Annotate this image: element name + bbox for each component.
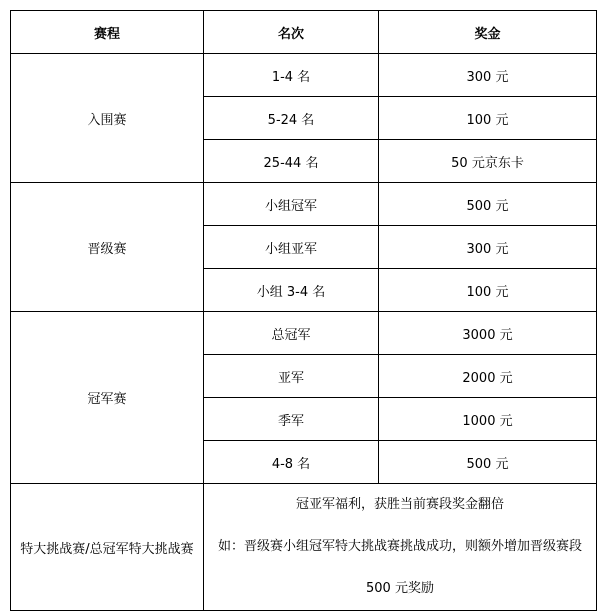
stage-name-qualifier: 入围赛: [11, 54, 204, 183]
challenge-note-line: 500 元奖励: [366, 581, 434, 596]
prize-cell: 100 元: [379, 97, 597, 140]
table-row: [11, 312, 597, 355]
header-rank: 名次: [204, 11, 379, 54]
rank-cell: 1-4 名: [204, 54, 379, 97]
header-prize: 奖金: [379, 11, 597, 54]
table-row: [11, 183, 597, 226]
prize-cell: 300 元: [379, 54, 597, 97]
prize-cell: 500 元: [379, 183, 597, 226]
header-row: [11, 11, 597, 54]
challenge-note: [204, 484, 597, 611]
rank-cell: 25-44 名: [204, 140, 379, 183]
stage-name-championship: 冠军赛: [11, 312, 204, 484]
challenge-name: 特大挑战赛/总冠军特大挑战赛: [11, 484, 204, 611]
prize-cell: 100 元: [379, 269, 597, 312]
prize-cell: 500 元: [379, 441, 597, 484]
rank-cell: 亚军: [204, 355, 379, 398]
table-row: [11, 54, 597, 97]
challenge-note-line: 冠亚军福利，获胜当前赛段奖金翻倍: [295, 497, 504, 512]
prize-table: [10, 10, 597, 611]
prize-cell: 50 元京东卡: [379, 140, 597, 183]
prize-cell: 2000 元: [379, 355, 597, 398]
challenge-note-line: 如：晋级赛小组冠军特大挑战赛挑战成功，则额外增加晋级赛段: [217, 539, 582, 554]
stage-name-promotion: 晋级赛: [11, 183, 204, 312]
table-row-challenge: [11, 484, 597, 611]
prize-cell: 1000 元: [379, 398, 597, 441]
rank-cell: 季军: [204, 398, 379, 441]
rank-cell: 小组冠军: [204, 183, 379, 226]
rank-cell: 4-8 名: [204, 441, 379, 484]
prize-cell: 3000 元: [379, 312, 597, 355]
header-stage: 赛程: [11, 11, 204, 54]
rank-cell: 5-24 名: [204, 97, 379, 140]
rank-cell: 小组亚军: [204, 226, 379, 269]
rank-cell: 总冠军: [204, 312, 379, 355]
rank-cell: 小组 3-4 名: [204, 269, 379, 312]
prize-cell: 300 元: [379, 226, 597, 269]
